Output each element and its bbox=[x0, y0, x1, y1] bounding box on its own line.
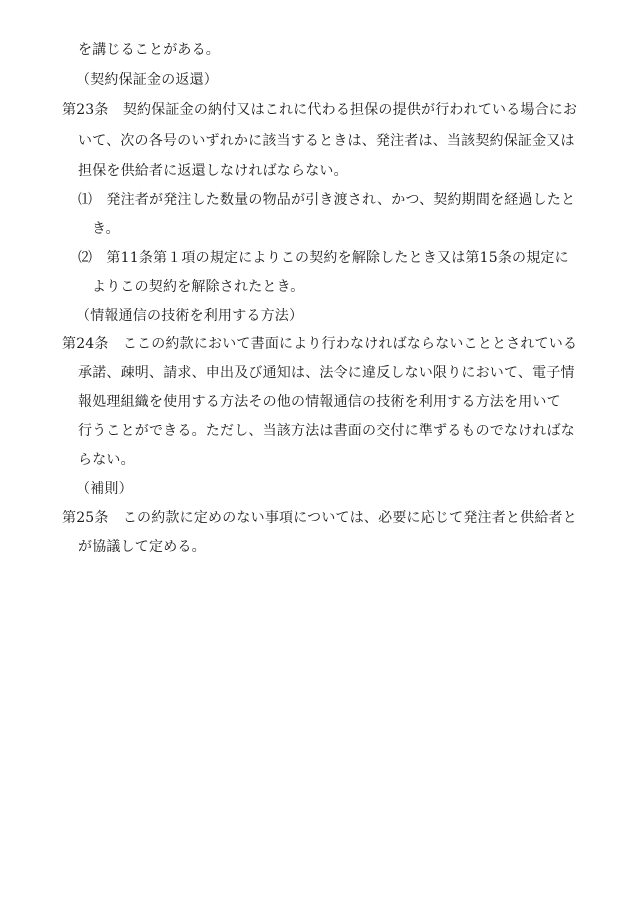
article-25-line: 第25条 この約款に定めのない事項については、必要に応じて発注者と供給者と bbox=[62, 510, 577, 526]
section-heading: （補則） bbox=[76, 481, 133, 497]
list-item-1: ⑴ 発注者が発注した数量の物品が引き渡され、かつ、契約期間を経過したと bbox=[78, 192, 576, 208]
article-23-line: 第23条 契約保証金の納付又はこれに代わる担保の提供が行われている場合にお bbox=[62, 102, 578, 118]
section-heading: （情報通信の技術を利用する方法） bbox=[76, 308, 304, 324]
article-23-line: 担保を供給者に返還しなければならない。 bbox=[78, 163, 348, 179]
list-item-1: き。 bbox=[92, 221, 120, 237]
text-line: を講じることがある。 bbox=[78, 42, 220, 58]
article-24-line: 承諾、疎明、請求、申出及び通知は、法令に違反しない限りにおいて、電子情 bbox=[78, 365, 575, 381]
section-heading: （契約保証金の返還） bbox=[76, 72, 218, 88]
article-23-line: いて、次の各号のいずれかに該当するときは、発注者は、当該契約保証金又は bbox=[78, 133, 575, 149]
article-25-line: が協議して定める。 bbox=[78, 539, 206, 555]
article-24-line: 第24条 ここの約款において書面により行わなければならないこととされている bbox=[62, 336, 578, 352]
article-24-line: らない。 bbox=[78, 452, 135, 468]
article-24-line: 行うことができる。ただし、当該方法は書面の交付に準ずるものでなければな bbox=[78, 423, 575, 439]
list-item-2: よりこの契約を解除されたとき。 bbox=[92, 279, 305, 295]
list-item-2: ⑵ 第11条第１項の規定によりこの契約を解除したとき又は第15条の規定に bbox=[78, 250, 569, 266]
article-24-line: 報処理組織を使用する方法その他の情報通信の技術を利用する方法を用いて bbox=[78, 394, 561, 410]
